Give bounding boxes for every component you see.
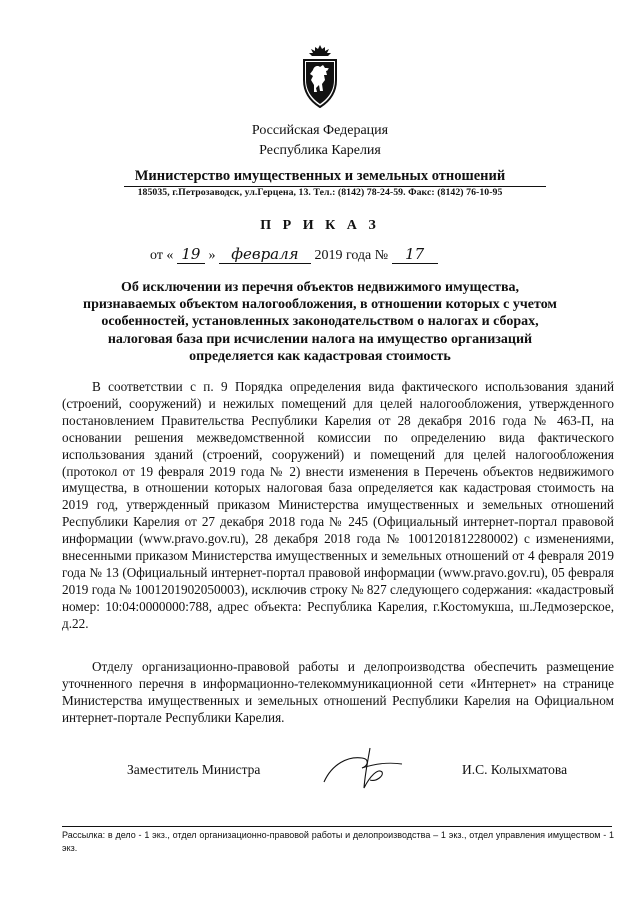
body-paragraph-2: Отделу организационно-правовой работы и делопроизводства обеспечить размещение уточненного перечня в информационно-телекоммуникационной сети «Интернет» на странице Министерства имущественных и земельных отношений Республики Карелия на Официальном интернет-портале Республики Карелия. xyxy=(62,659,614,725)
document-title: П Р И К А З xyxy=(260,218,380,233)
karelia-coat-of-arms-icon xyxy=(296,44,344,108)
order-month: февраля xyxy=(219,247,311,264)
distribution-note: Рассылка: в дело - 1 экз., отдел организационно-правовой работы и делопроизводства – 1 экз., отдел управления имуществом - 1 экз. xyxy=(62,830,614,853)
order-number: 17 xyxy=(392,247,438,264)
handwritten-signature xyxy=(318,742,408,796)
signatory-position: Заместитель Министра xyxy=(127,762,261,777)
date-prefix: от « xyxy=(150,248,174,263)
ministry-address: 185035, г.Петрозаводск, ул.Герцена, 13. Тел.: (8142) 78-24-59. Факс: (8142) 76-10-95 xyxy=(137,187,503,198)
republic-name: Республика Карелия xyxy=(259,143,381,158)
order-day: 19 xyxy=(177,247,205,264)
order-subject: Об исключении из перечня объектов недвижимого имущества, признаваемых объектом налогообложения, в отношении которых с учетом особенностей, установленных законодательством о налогах и сборах, налоговая база при исчислении налога на имущество организаций определяется как кадастровая стоимость xyxy=(83,280,557,364)
header-country-block xyxy=(0,121,640,161)
signatory-name: И.С. Колыхматова xyxy=(462,762,568,777)
body-paragraph-1: В соответствии с п. 9 Порядка определения вида фактического использования зданий (строений, сооружений) и нежилых помещений для целей налогообложения, утвержденного постановлением Правительства Республики Карелия от 28 декабря 2016 года № 463-П, на основании решения межведомственной комиссии по определению вида фактического использования зданий (строений, сооружений) и помещений для целей налогообложения (протокол от 19 февраля 2019 года № 2) внести изменения в Перечень объектов недвижимого имущества, в отношении которых налоговая база определяется как кадастровая стоимость на 2019 год, утвержденный приказом Министерства имущественных и земельных отношений Республики Карелия от 27 декабря 2018 года № 245 (Официальный интернет-портал правовой информации (www.pravo.gov.ru), 28 декабря 2018 года № 1001201812280002) с изменениями, внесенными приказом Министерства имущественных и земельных отношений от 4 февраля 2019 года № 13 (Официальный интернет-портал правовой информации (www.pravo.gov.ru), 05 февраля 2019 года № 1001201902050003), исключив строку № 827 следующего содержания: «кадастровый номер: 10:04:0000000:788, адрес объекта: Республика Карелия, г.Костомукша, ш.Ледмозерское, д.22. xyxy=(62,379,614,631)
order-year-text: 2019 года № xyxy=(314,248,389,263)
date-separator: » xyxy=(208,248,216,263)
footer-divider xyxy=(62,826,612,827)
country-name: Российская Федерация xyxy=(251,123,389,138)
order-date-line xyxy=(150,247,510,264)
ministry-name: Министерство имущественных и земельных отношений xyxy=(134,168,506,184)
